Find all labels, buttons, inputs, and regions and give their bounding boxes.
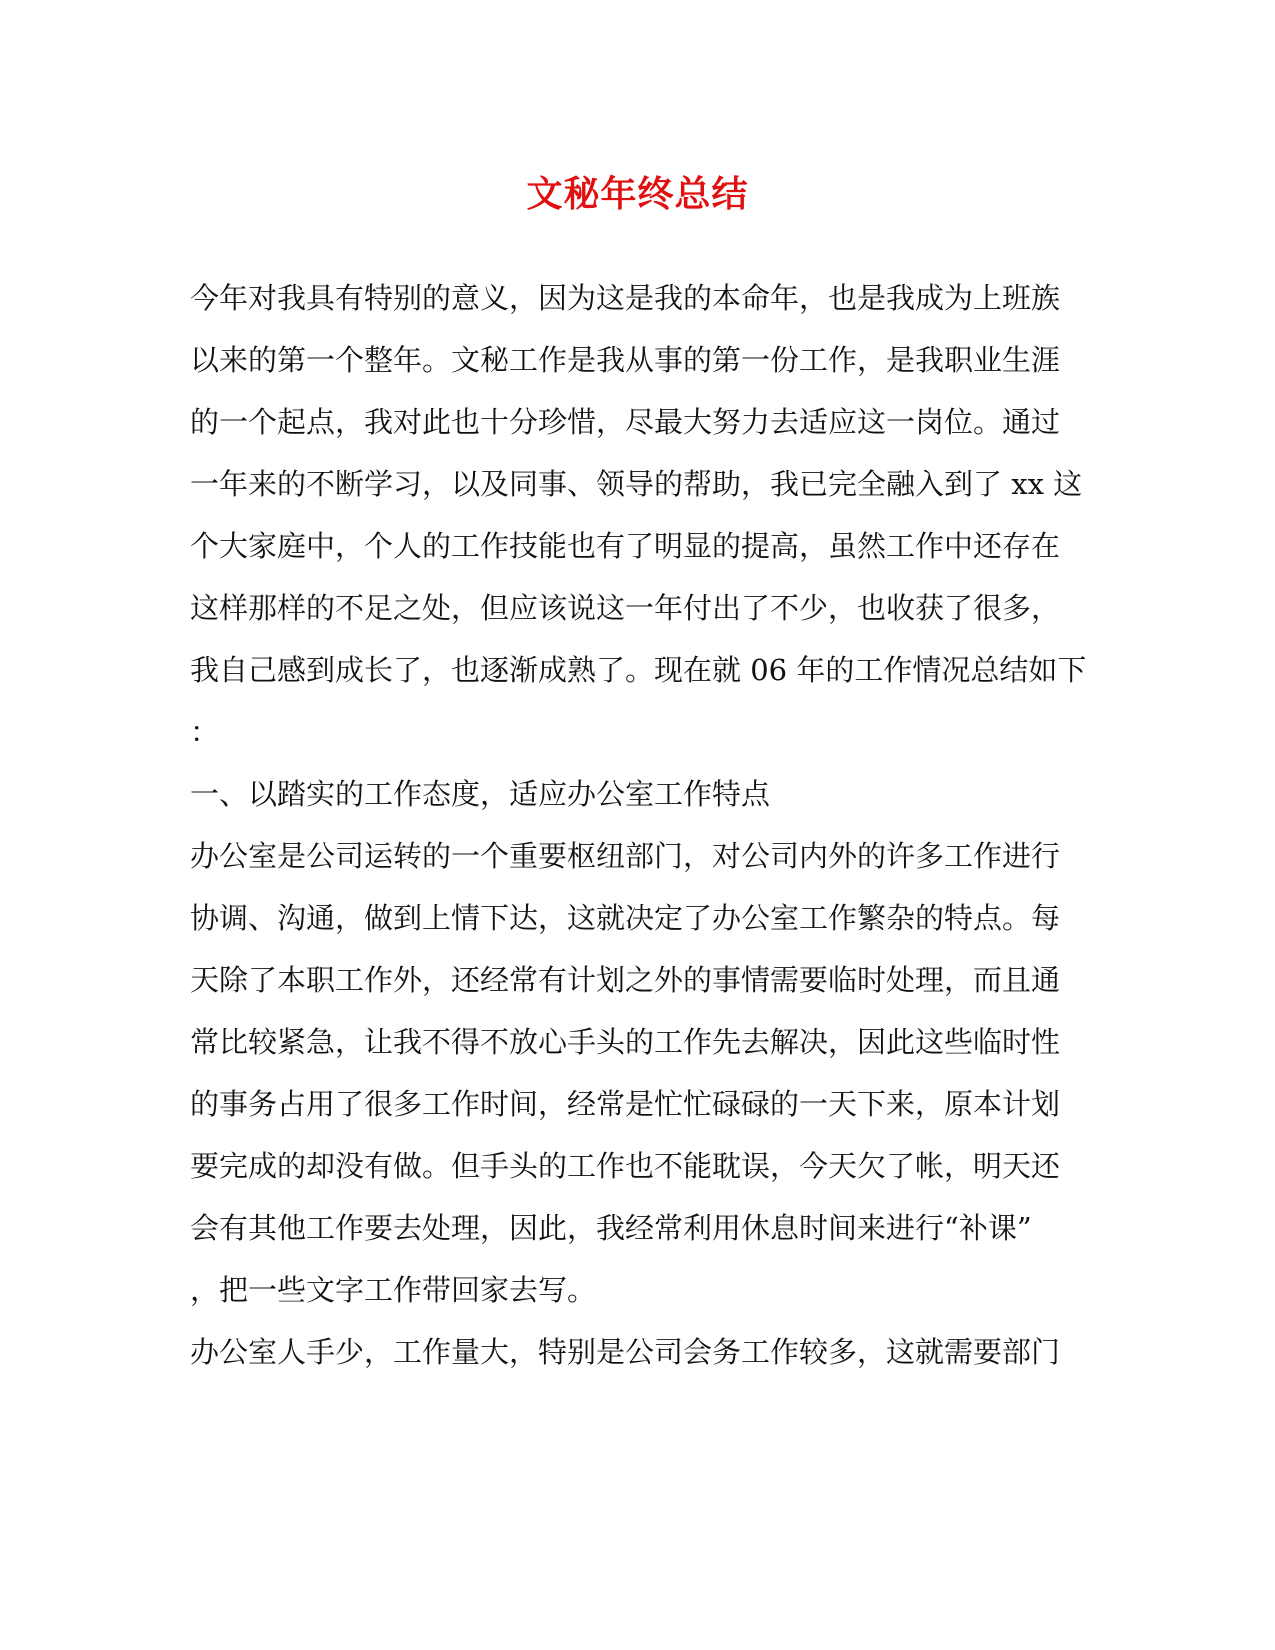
paragraph-line: ，把一些文字工作带回家去写。 xyxy=(190,1273,597,1307)
paragraph-line: 要完成的却没有做。但手头的工作也不能耽误，今天欠了帐，明天还 xyxy=(190,1149,1061,1183)
paragraph-line: 这样那样的不足之处，但应该说这一年付出了不少，也收获了很多， xyxy=(190,591,1061,625)
paragraph-line: 常比较紧急，让我不得不放心手头的工作先去解决，因此这些临时性 xyxy=(190,1025,1061,1059)
paragraph-line: 办公室人手少，工作量大，特别是公司会务工作较多，这就需要部门 xyxy=(190,1335,1061,1369)
paragraph-line: 个大家庭中，个人的工作技能也有了明显的提高，虽然工作中还存在 xyxy=(190,529,1061,563)
paragraph-line: 会有其他工作要去处理，因此，我经常利用休息时间来进行“补课” xyxy=(190,1211,1032,1245)
document-title: 文秘年终总结 xyxy=(526,173,749,215)
paragraph-line: 协调、沟通，做到上情下达，这就决定了办公室工作繁杂的特点。每 xyxy=(190,901,1061,935)
paragraph-line: 办公室是公司运转的一个重要枢纽部门，对公司内外的许多工作进行 xyxy=(190,839,1061,873)
paragraph-line: 一年来的不断学习，以及同事、领导的帮助，我已完全融入到了 xx 这 xyxy=(190,467,1083,501)
paragraph-line: 天除了本职工作外，还经常有计划之外的事情需要临时处理，而且通 xyxy=(190,963,1061,997)
paragraph-line: 今年对我具有特别的意义，因为这是我的本命年，也是我成为上班族 xyxy=(190,281,1061,315)
paragraph-line: ： xyxy=(190,715,220,749)
section-heading: 一、以踏实的工作态度，适应办公室工作特点 xyxy=(190,777,771,811)
paragraph-line: 我自己感到成长了，也逐渐成熟了。现在就 06 年的工作情况总结如下 xyxy=(190,653,1087,687)
paragraph-line: 的事务占用了很多工作时间，经常是忙忙碌碌的一天下来，原本计划 xyxy=(190,1087,1061,1121)
paragraph-line: 以来的第一个整年。文秘工作是我从事的第一份工作，是我职业生涯 xyxy=(190,343,1061,377)
paragraph-line: 的一个起点，我对此也十分珍惜，尽最大努力去适应这一岗位。通过 xyxy=(190,405,1061,439)
